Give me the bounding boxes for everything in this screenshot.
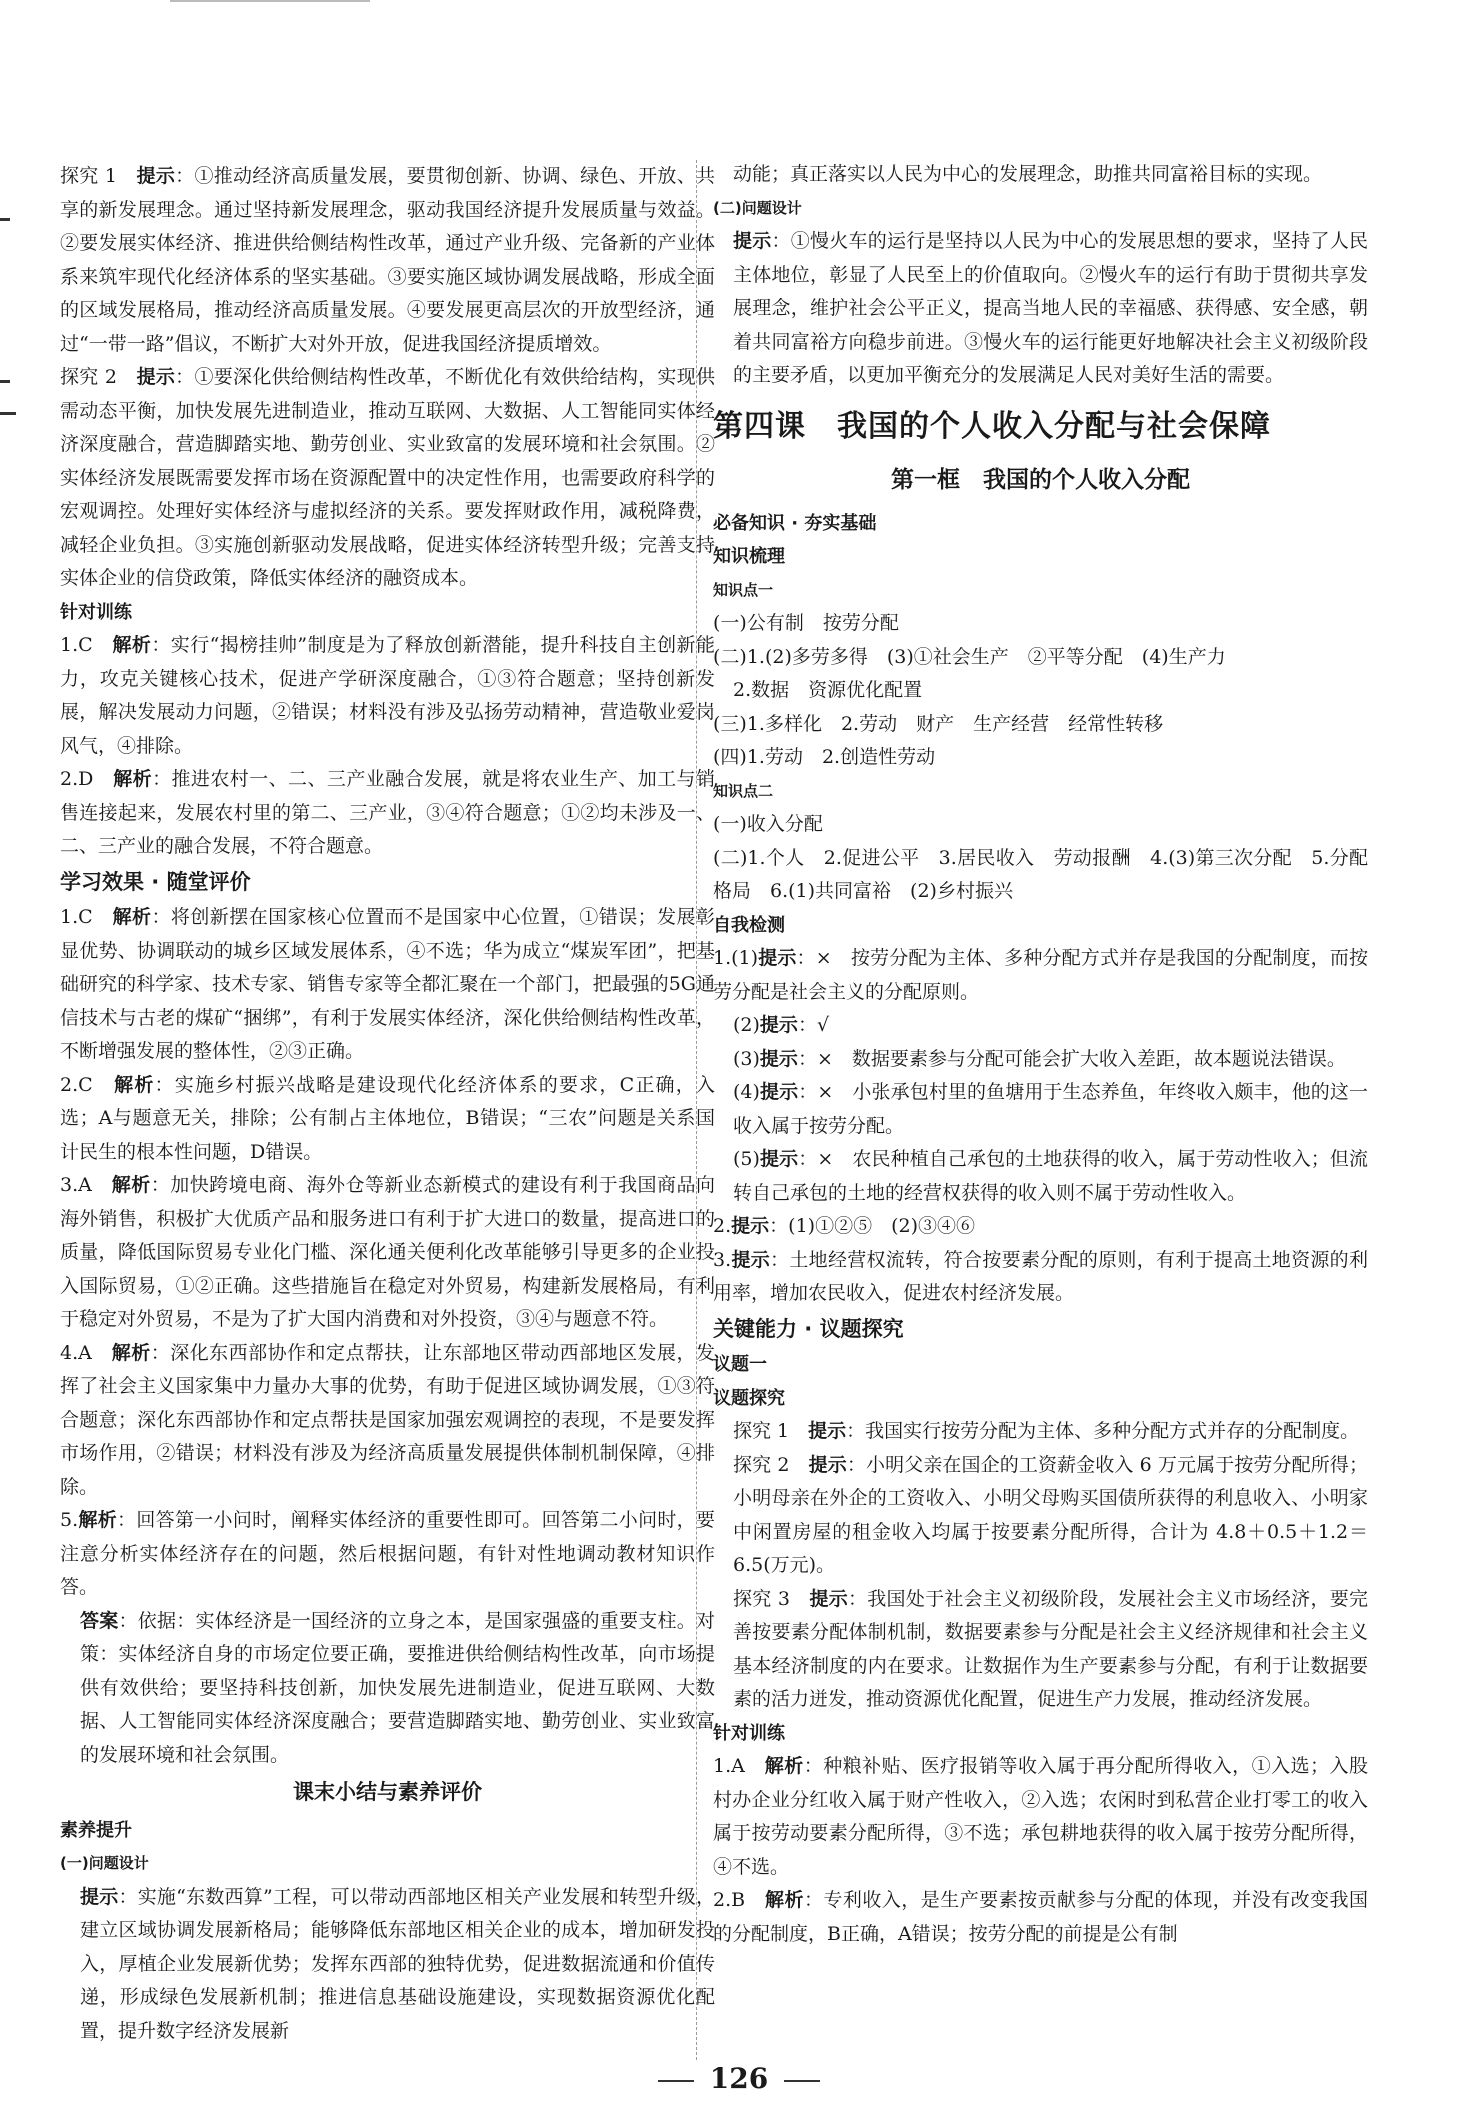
- text-run: 探究 2: [733, 1453, 809, 1476]
- bold-label: 提示: [136, 366, 176, 388]
- bold-label: 解析: [764, 1755, 804, 1777]
- bold-label: 提示: [759, 1148, 799, 1170]
- side-edge-mark: [0, 412, 16, 415]
- text-run: 1.A: [713, 1755, 765, 1777]
- text-run: (四)1.劳动 2.创造性劳动: [713, 746, 936, 768]
- bold-label: 解析: [78, 1509, 118, 1531]
- text-run: 动能；真正落实以人民为中心的发展理念，助推共同富裕目标的实现。: [733, 163, 1323, 185]
- text-run: 2.数据 资源优化配置: [733, 679, 923, 701]
- text-run: 4.A: [60, 1341, 112, 1364]
- text-paragraph: [60, 1504, 715, 1605]
- frame-title: 第一框 我国的个人收入分配: [891, 466, 1190, 493]
- text-run: ：①慢火车的运行是坚持以人民为中心的发展思想的要求，坚持了人民主体地位，彰显了人民至上的价值取向。②慢火车的运行有助于贯彻共享发展理念，维护社会公平正义，提高当地人民的幸福感、获得感、安全感，朝着共同富裕方向稳步前进。③慢火车的运行能更好地解决社会主义初级阶段的主要矛盾，以更加平衡充分的发展满足人民对美好生活的需要。: [733, 230, 1368, 386]
- text-run: 3.A: [60, 1174, 112, 1196]
- text-run: (二)1.(2)多劳多得 (3)①社会生产 ②平等分配 (4)生产力: [713, 645, 1226, 668]
- bold-label: 解析: [113, 768, 153, 790]
- text-run: ：√: [797, 1014, 830, 1036]
- bold-label: 提示: [731, 1248, 771, 1271]
- text-paragraph: [713, 1750, 1368, 1884]
- footer-dash: [784, 2080, 820, 2082]
- section-heading: 素养提升: [60, 1819, 132, 1841]
- bold-label: 提示: [759, 1047, 798, 1070]
- text-paragraph: [60, 1337, 715, 1505]
- text-run: 2.C: [60, 1073, 115, 1096]
- text-paragraph: [60, 1881, 715, 2049]
- bold-label: 提示: [136, 165, 176, 187]
- text-run: ：种粮补贴、医疗报销等收入属于再分配所得收入，①入选；入股村办企业分红收入属于财产性收入，②入选；农闲时到私营企业打零工的收入属于按劳动要素分配所得，③不选；承包耕地获得的收入属于按劳分配所得，④不选。: [713, 1755, 1368, 1878]
- text-run: 探究 2: [60, 366, 137, 388]
- text-paragraph: [60, 160, 715, 361]
- right-column: [713, 158, 1368, 1951]
- column-divider: [696, 160, 697, 2060]
- bold-label: 提示: [809, 1587, 849, 1610]
- bold-label: 提示: [808, 1453, 847, 1476]
- text-run: 2.B: [713, 1889, 766, 1911]
- section-heading: 自我检测: [713, 914, 785, 936]
- text-run: ：回答第一小问时，阐释实体经济的重要性即可。回答第二小问时，要注意分析实体经济存在的问题，然后根据问题，有针对性地调动教材知识作答。: [60, 1509, 715, 1598]
- bold-label: 解析: [112, 906, 152, 928]
- section-heading: 知识梳理: [713, 546, 785, 567]
- text-run: 3.: [713, 1248, 732, 1271]
- text-run: (3): [733, 1047, 760, 1070]
- text-paragraph: [713, 808, 1368, 842]
- text-paragraph: [713, 1244, 1368, 1311]
- text-run: ：× 农民种植自己承包的土地获得的收入，属于劳动性收入；但流转自己承包的土地的经营权获得的收入则不属于劳动性收入。: [733, 1148, 1368, 1204]
- bold-label: 提示: [80, 1885, 119, 1908]
- text-run: ：①推动经济高质量发展，要贯彻创新、协调、绿色、开放、共享的新发展理念。通过坚持新发展理念，驱动我国经济提升发展质量与效益。②要发展实体经济、推进供给侧结构性改革，通过产业升级、完备新的产业体系来筑牢现代化经济体系的坚实基础。③要实施区域协调发展战略，形成全面的区域发展格局，推动经济高质量发展。④要发展更高层次的开放型经济，通过“一带一路”倡议，不断扩大对外开放，促进我国经济提质增效。: [60, 165, 715, 355]
- text-paragraph: [713, 607, 1368, 641]
- text-run: ：我国处于社会主义初级阶段，发展社会主义市场经济，要完善按要素分配体制机制，数据要素参与分配是社会主义经济规律和社会主义基本经济制度的内在要求。让数据作为生产要素参与分配，有利于让数据要素的活力迸发，推动资源优化配置，促进生产力发展，推动经济发展。: [733, 1587, 1368, 1710]
- text-run: ：(1)①②⑤ (2)③④⑥: [769, 1215, 975, 1237]
- bold-label: 提示: [808, 1420, 847, 1442]
- text-run: ：× 数据要素参与分配可能会扩大收入差距，故本题说法错误。: [797, 1047, 1346, 1070]
- left-column: [60, 160, 715, 2048]
- text-run: (4): [733, 1081, 760, 1103]
- section-heading: 关键能力 · 议题探究: [713, 1316, 904, 1341]
- side-edge-mark: [0, 218, 10, 221]
- text-run: 5.: [60, 1509, 79, 1531]
- section-heading: 知识点一: [713, 580, 774, 599]
- text-run: ：实施乡村振兴战略是建设现代化经济体系的要求，C正确，入选；A与题意无关，排除；公有制占主体地位，B错误；“三农”问题是关系国计民生的根本性问题，D错误。: [60, 1073, 715, 1163]
- text-run: 1.C: [60, 634, 113, 656]
- bold-label: 提示: [759, 1081, 799, 1103]
- top-edge-mark: [170, 0, 370, 8]
- text-run: 探究 1: [733, 1420, 809, 1442]
- text-paragraph: [713, 225, 1368, 393]
- page-number-footer: [0, 2062, 1478, 2095]
- bold-label: 解析: [111, 1174, 151, 1196]
- side-edge-mark: [0, 380, 10, 383]
- bold-label: 提示: [731, 1215, 770, 1237]
- text-paragraph: [713, 1076, 1368, 1143]
- text-run: 1.C: [60, 906, 113, 928]
- text-paragraph: [713, 942, 1368, 1009]
- bold-label: 解析: [765, 1889, 804, 1911]
- text-run: (2): [733, 1014, 760, 1036]
- bold-label: 提示: [759, 1014, 798, 1036]
- text-paragraph: [713, 158, 1368, 192]
- bold-label: 提示: [733, 230, 772, 252]
- text-paragraph: [713, 1143, 1368, 1210]
- text-paragraph: [713, 1415, 1368, 1449]
- section-heading: 针对训练: [713, 1722, 785, 1744]
- text-paragraph: [713, 1884, 1368, 1951]
- section-heading: 针对训练: [60, 601, 132, 623]
- text-paragraph: [60, 1069, 715, 1170]
- text-run: ：× 小张承包村里的鱼塘用于生态养鱼，年终收入颇丰，他的这一收入属于按劳分配。: [733, 1081, 1368, 1137]
- text-run: ：实行“揭榜挂帅”制度是为了释放创新潜能，提升科技自主创新能力，攻克关键核心技术，促进产学研深度融合，①③符合题意；坚持创新发展，解决发展动力问题，②错误；材料没有涉及弘扬劳动精神，营造敬业爱岗风气，④排除。: [60, 634, 715, 757]
- text-paragraph: [713, 842, 1368, 909]
- text-paragraph: [713, 641, 1368, 675]
- bold-label: 解析: [112, 634, 152, 656]
- text-run: ：推进农村一、二、三产业融合发展，就是将农业生产、加工与销售连接起来，发展农村里的第二、三产业，③④符合题意；①②均未涉及一、二、三产业的融合发展，不符合题意。: [60, 768, 715, 857]
- text-run: ：实施“东数西算”工程，可以带动西部地区相关产业发展和转型升级，建立区域协调发展新格局；能够降低东部地区相关企业的成本，增加研发投入，厚植企业发展新优势；发挥东西部的独特优势，促进数据流通和价值传递，形成绿色发展新机制；推进信息基础设施建设，实现数据资源优化配置，提升数字经济发展新: [80, 1885, 715, 2042]
- text-run: ：专利收入，是生产要素按贡献参与分配的体现，并没有改变我国的分配制度，B正确，A错误；按劳分配的前提是公有制: [713, 1889, 1368, 1945]
- text-run: (二)1.个人 2.促进公平 3.居民收入 劳动报酬 4.(3)第三次分配 5.分配格局 6.(1)共同富裕 (2)乡村振兴: [713, 846, 1368, 902]
- text-paragraph: [713, 1583, 1368, 1717]
- section-heading: 议题探究: [713, 1387, 785, 1409]
- text-run: (一)公有制 按劳分配: [713, 612, 899, 634]
- lesson-title: 第四课 我国的个人收入分配与社会保障: [713, 408, 1271, 444]
- bold-label: 解析: [114, 1073, 155, 1096]
- section-heading: (一)问题设计: [60, 1854, 149, 1872]
- bold-label: 答案: [80, 1609, 119, 1632]
- text-run: ：× 按劳分配为主体、多种分配方式并存是我国的分配制度，而按劳分配是社会主义的分配原则。: [713, 947, 1368, 1003]
- text-run: ：将创新摆在国家核心位置而不是国家中心位置，①错误；发展彰显优势、协调联动的城乡区域发展体系，④不选；华为成立“煤炭军团”，把基础研究的科学家、技术专家、销售专家等全都汇聚在一个部门，把最强的5G通信技术与古老的煤矿“捆绑”，有利于发展实体经济，深化供给侧结构性改革，不断增强发展的整体性，②③正确。: [60, 906, 715, 1062]
- text-run: 探究 1: [60, 165, 137, 187]
- text-run: 2.: [713, 1215, 732, 1237]
- section-heading: 必备知识 · 夯实基础: [713, 512, 877, 534]
- text-paragraph: [60, 1605, 715, 1773]
- bold-label: 提示: [758, 947, 797, 969]
- text-run: (5): [733, 1148, 760, 1170]
- text-paragraph: [713, 741, 1368, 775]
- section-heading: (二)问题设计: [713, 198, 802, 217]
- text-run: ：小明父亲在国企的工资薪金收入 6 万元属于按劳分配所得；小明母亲在外企的工资收入、小明父母购买国债所获得的利息收入、小明家中闲置房屋的租金收入均属于按要素分配所得，合计为 4.8＋0.5＋1.2＝6.5(万元)。: [733, 1453, 1368, 1576]
- text-paragraph: [713, 1009, 1368, 1043]
- text-run: ：依据：实体经济是一国经济的立身之本，是国家强盛的重要支柱。对策：实体经济自身的市场定位要正确，要推进供给侧结构性改革，向市场提供有效供给；要坚持科技创新，加快发展先进制造业，促进互联网、大数据、人工智能同实体经济深度融合；要营造脚踏实地、勤劳创业、实业致富的发展环境和社会氛围。: [80, 1609, 715, 1766]
- text-paragraph: [60, 361, 715, 596]
- text-paragraph: [713, 674, 1368, 708]
- text-paragraph: [713, 1043, 1368, 1077]
- text-run: 1.(1): [713, 947, 759, 969]
- section-heading: 议题一: [713, 1354, 767, 1375]
- text-run: ：土地经营权流转，符合按要素分配的原则，有利于提高土地资源的利用率，增加农民收入，促进农村经济发展。: [713, 1248, 1368, 1304]
- section-title: 课末小结与素养评价: [293, 1780, 482, 1804]
- section-heading: 学习效果 · 随堂评价: [60, 869, 251, 894]
- text-run: (一)收入分配: [713, 813, 823, 835]
- text-paragraph: [60, 901, 715, 1069]
- text-run: ：①要深化供给侧结构性改革，不断优化有效供给结构，实现供需动态平衡，加快发展先进制造业，推动互联网、大数据、人工智能同实体经济深度融合，营造脚踏实地、勤劳创业、实业致富的发展环境和社会氛围。②实体经济发展既需要发挥市场在资源配置中的决定性作用，也需要政府科学的宏观调控。处理好实体经济与虚拟经济的关系。要发挥财政作用，减税降费，减轻企业负担。③实施创新驱动发展战略，促进实体经济转型升级；完善支持实体企业的信贷政策，降低实体经济的融资成本。: [60, 366, 715, 589]
- section-heading: 知识点二: [713, 781, 774, 800]
- text-paragraph: [713, 1449, 1368, 1583]
- text-paragraph: [60, 1169, 715, 1337]
- text-run: ：深化东西部协作和定点帮扶，让东部地区带动西部地区发展，发挥了社会主义国家集中力量办大事的优势，有助于促进区域协调发展，①③符合题意；深化东西部协作和定点帮扶是国家加强宏观调控的表现，不是要发挥市场作用，②错误；材料没有涉及为经济高质量发展提供体制机制保障，④排除。: [60, 1341, 715, 1498]
- page-number: 126: [709, 2062, 769, 2095]
- text-run: 2.D: [60, 768, 114, 790]
- bold-label: 解析: [111, 1341, 151, 1364]
- text-paragraph: [60, 629, 715, 763]
- text-run: (三)1.多样化 2.劳动 财产 生产经营 经常性转移: [713, 712, 1164, 735]
- text-run: ：加快跨境电商、海外仓等新业态新模式的建设有利于我国商品向海外销售，积极扩大优质产品和服务进口有利于扩大进口的数量，提高进口的质量，降低国际贸易专业化门槛、深化通关便利化改革能够引导更多的企业投入国际贸易，①②正确。这些措施旨在稳定对外贸易，构建新发展格局，有利于稳定对外贸易，不是为了扩大国内消费和对外投资，③④与题意不符。: [60, 1174, 715, 1330]
- footer-dash: [658, 2080, 694, 2082]
- text-run: 探究 3: [733, 1587, 810, 1610]
- text-paragraph: [60, 763, 715, 864]
- text-run: ：我国实行按劳分配为主体、多种分配方式并存的分配制度。: [846, 1420, 1360, 1442]
- text-paragraph: [713, 708, 1368, 742]
- text-paragraph: [713, 1210, 1368, 1244]
